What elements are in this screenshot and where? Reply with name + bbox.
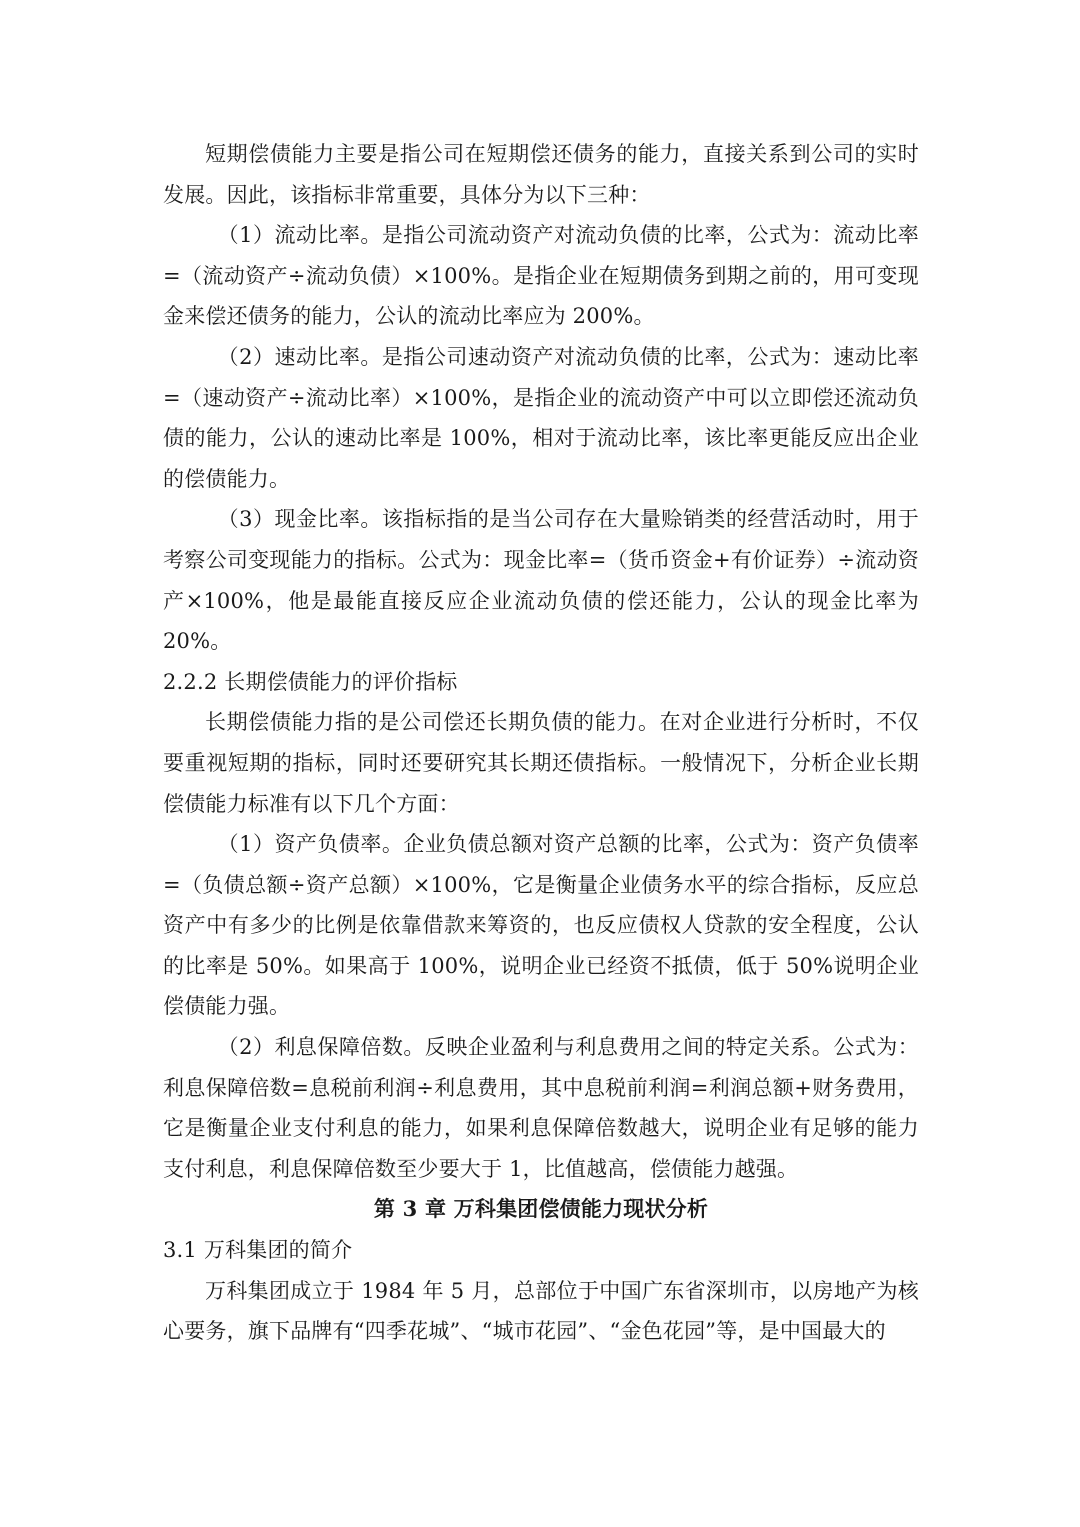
paragraph-debt-asset-ratio: （1）资产负债率。企业负债总额对资产总额的比率，公式为：资产负债率=（负债总额÷资产总额）×100%，它是衡量企业债务水平的综合指标，反应总资产中有多少的比例是依靠借款来筹资的，也反应债权人贷款的安全程度，公认的比率是 50%。如果高于 100%，说明企业已经资不抵债，低于 50%说明企业偿债能力强。 (163, 832, 919, 1019)
paragraph-cash-ratio: （3）现金比率。该指标指的是当公司存在大量赊销类的经营活动时，用于考察公司变现能力的指标。公式为：现金比率=（货币资金+有价证券）÷流动资产×100%，他是最能直接反应企业流动负债的偿还能力，公认的现金比率为 20%。 (163, 507, 919, 654)
paragraph-short-term-intro: 短期偿债能力主要是指公司在短期偿还债务的能力，直接关系到公司的实时发展。因此，该指标非常重要，具体分为以下三种： (163, 142, 919, 207)
paragraph-current-ratio: （1）流动比率。是指公司流动资产对流动负债的比率，公式为：流动比率=（流动资产÷流动负债）×100%。是指企业在短期债务到期之前的，用可变现金来偿还债务的能力，公认的流动比率应为 200%。 (163, 223, 919, 329)
section-heading-2-2-2: 2.2.2 长期偿债能力的评价指标 (163, 669, 458, 694)
paragraph-vanke-intro: 万科集团成立于 1984 年 5 月，总部位于中国广东省深圳市，以房地产为核心要务，旗下品牌有“四季花城”、“城市花园”、“金色花园”等，是中国最大的 (163, 1278, 919, 1344)
paragraph-interest-coverage: （2）利息保障倍数。反映企业盈利与利息费用之间的特定关系。公式为：利息保障倍数=息税前利润÷利息费用，其中息税前利润=利润总额+财务费用，它是衡量企业支付利息的能力，如果利息保障倍数越大，说明企业有足够的能力支付利息，利息保障倍数至少要大于 1，比值越高，偿债能力越强。 (163, 1035, 919, 1181)
chapter-title-3: 第 3 章 万科集团偿债能力现状分析 (373, 1196, 709, 1222)
document-body (163, 134, 919, 1352)
paragraph-quick-ratio: （2）速动比率。是指公司速动资产对流动负债的比率，公式为：速动比率=（速动资产÷流动比率）×100%，是指企业的流动资产中可以立即偿还流动负债的能力，公认的速动比率是 100%，相对于流动比率，该比率更能反应出企业的偿债能力。 (163, 344, 919, 491)
paragraph-long-term-intro: 长期偿债能力指的是公司偿还长期负债的能力。在对企业进行分析时，不仅要重视短期的指标，同时还要研究其长期还债指标。一般情况下，分析企业长期偿债能力标准有以下几个方面： (163, 710, 919, 816)
section-heading-3-1: 3.1 万科集团的简介 (163, 1238, 353, 1263)
